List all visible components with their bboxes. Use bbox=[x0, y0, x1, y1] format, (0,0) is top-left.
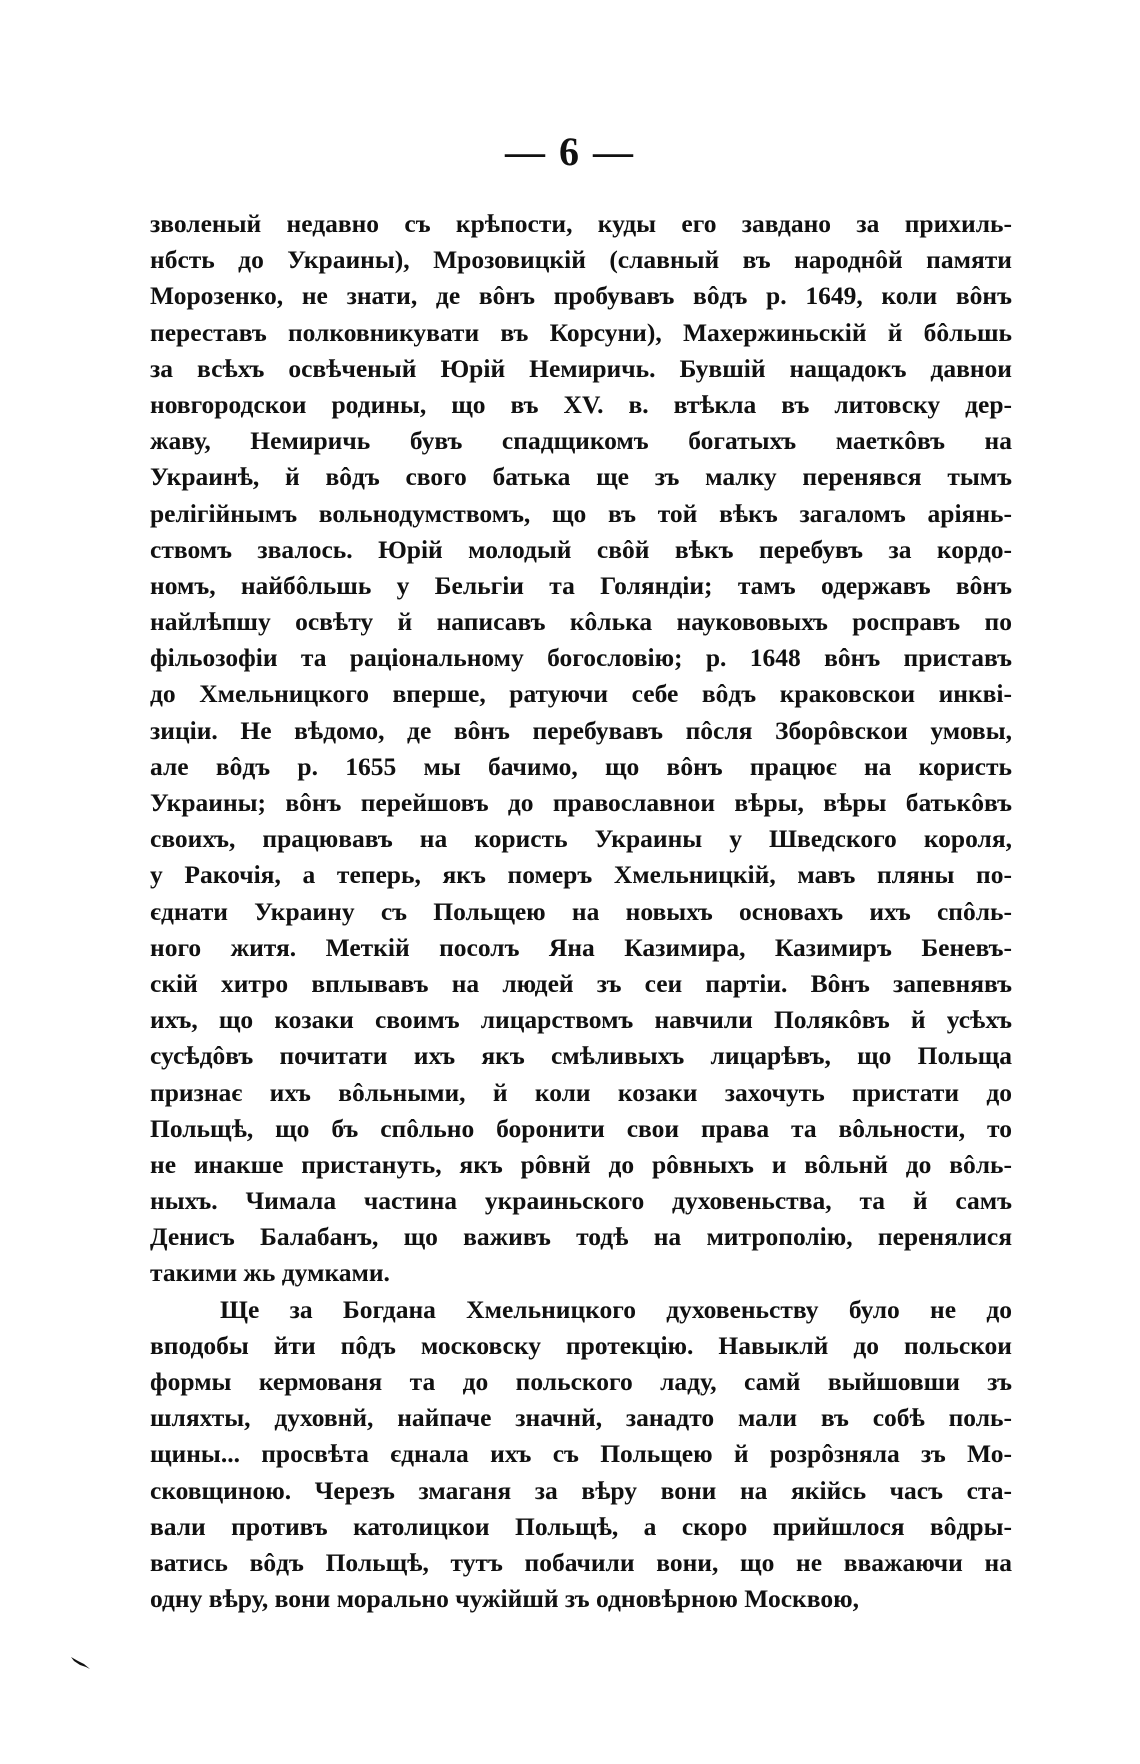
text-line: своихъ, працювавъ на користь Украины у Шведского короля, bbox=[150, 824, 1012, 854]
text-line: у Ракочія, а теперь, якъ померъ Хмельницкій, мавъ пляны по- bbox=[150, 860, 1012, 890]
ink-mark-icon bbox=[70, 1655, 92, 1671]
text-line: одну вѣру, вони морально чужійшй зъ одновѣрною Москвою, bbox=[150, 1584, 859, 1614]
text-line: формы кермованя та до польского ладу, самй выйшовши зъ bbox=[150, 1367, 1012, 1396]
text-line: вали противъ католицкои Польщѣ, а скоро прийшлося вôдры- bbox=[150, 1511, 1012, 1541]
text-line: такими жь думками. bbox=[150, 1258, 390, 1288]
text-line: переставъ полковникувати въ Корсуни), Махержиньскій й бôльшь bbox=[150, 317, 1012, 347]
text-line: номъ, найбôльшь у Бельгіи та Голяндіи; тамъ одержавъ вôнъ bbox=[150, 570, 1012, 600]
text-line: ного житя. Меткій посолъ Яна Казимира, Казимиръ Беневъ- bbox=[150, 932, 1012, 962]
text-line: Ще за Богдана Хмельницкого духовеньству було не до bbox=[220, 1294, 1012, 1324]
page-number: — 6 — bbox=[505, 129, 635, 174]
paragraph-1 bbox=[150, 206, 1012, 1292]
text-line: найлѣпшу освѣту й написавъ кôлька наукововыхъ росправъ по bbox=[150, 607, 1012, 637]
text-line: щины... просвѣта єднала ихъ съ Польщею й розрôзняла зъ Мо- bbox=[150, 1439, 1012, 1469]
text-line: шляхты, духовнй, найпаче значнй, занадто мали въ собѣ поль- bbox=[150, 1403, 1012, 1433]
text-line: Морозенко, не знати, де вôнъ пробувавъ вôдъ р. 1649, коли вôнъ bbox=[150, 281, 1012, 311]
text-line: фільозофіи та раціональному богословію; р. 1648 вôнъ приставъ bbox=[150, 643, 1012, 673]
text-line: за всѣхъ освѣченый Юрій Немиричь. Бувшій нащадокъ давнои bbox=[150, 353, 1012, 383]
text-line: нбсть до Украины), Мрозовицкій (славный въ народнôй памяти bbox=[150, 245, 1012, 275]
text-line: Польщѣ, що бъ спôльно боронити свои права та вôльности, то bbox=[150, 1113, 1012, 1143]
text-line: ныхъ. Чимала частина украиньского духовеньства, та й самъ bbox=[150, 1186, 1012, 1216]
text-line: признає ихъ вôльными, й коли козаки захочуть пристати до bbox=[150, 1077, 1012, 1107]
text-line: ватись вôдъ Польщѣ, тутъ побачили вони, що не вважаючи на bbox=[150, 1547, 1012, 1577]
text-line: зволеный недавно съ крѣпости, куды его завдано за прихиль- bbox=[150, 209, 1012, 238]
text-line: сусѣдôвъ почитати ихъ якъ смѣливыхъ лицарѣвъ, що Польща bbox=[150, 1041, 1012, 1071]
text-line: сковщиною. Черезъ змаганя за вѣру вони на якійсь часъ ста- bbox=[150, 1475, 1012, 1505]
text-line: але вôдъ р. 1655 мы бачимо, що вôнъ працює на користь bbox=[150, 751, 1012, 781]
text-line: ихъ, що козаки своимъ лицарствомъ навчили Полякôвъ й усѣхъ bbox=[150, 1005, 1012, 1035]
text-line: зиціи. Не вѣдомо, де вôнъ перебувавъ пôсля Зборôвскои умовы, bbox=[150, 715, 1012, 745]
text-line: єднати Украину съ Польщею на новыхъ основахъ ихъ спôль- bbox=[150, 896, 1012, 926]
text-line: ствомъ звалось. Юрій молодый свôй вѣкъ перебувъ за кордо- bbox=[150, 534, 1012, 564]
paragraph-2 bbox=[150, 1292, 1012, 1618]
text-line: скій хитро вплывавъ на людей зъ сеи партіи. Вôнъ запевнявъ bbox=[150, 968, 1012, 998]
text-line: Украинѣ, й вôдъ свого батька ще зъ малку перенявся тымъ bbox=[150, 462, 1012, 492]
text-line: вподобы йти пôдъ московску протекцію. Навыклй до польскои bbox=[150, 1330, 1012, 1360]
text-line: жаву, Немиричь бувъ спадщикомъ богатыхъ маеткôвъ на bbox=[150, 426, 1012, 456]
text-line: Украины; вôнъ перейшовъ до православнои вѣры, вѣры батькôвъ bbox=[150, 788, 1012, 817]
text-line: не инакше пристануть, якъ рôвнй до рôвныхъ и вôльнй до вôль- bbox=[150, 1149, 1012, 1179]
text-line: до Хмельницкого вперше, ратуючи себе вôдъ краковскои инкві- bbox=[150, 679, 1012, 709]
text-line: Денисъ Балабанъ, що важивъ тодѣ на митрополію, перенялися bbox=[150, 1222, 1012, 1252]
text-line: релігійнымъ вольнодумствомъ, що въ той вѣкъ загаломъ аріянь- bbox=[150, 498, 1012, 528]
text-line: новгородскои родины, що въ XV. в. втѣкла въ литовску дер- bbox=[150, 389, 1012, 419]
body-text bbox=[150, 206, 1012, 1617]
